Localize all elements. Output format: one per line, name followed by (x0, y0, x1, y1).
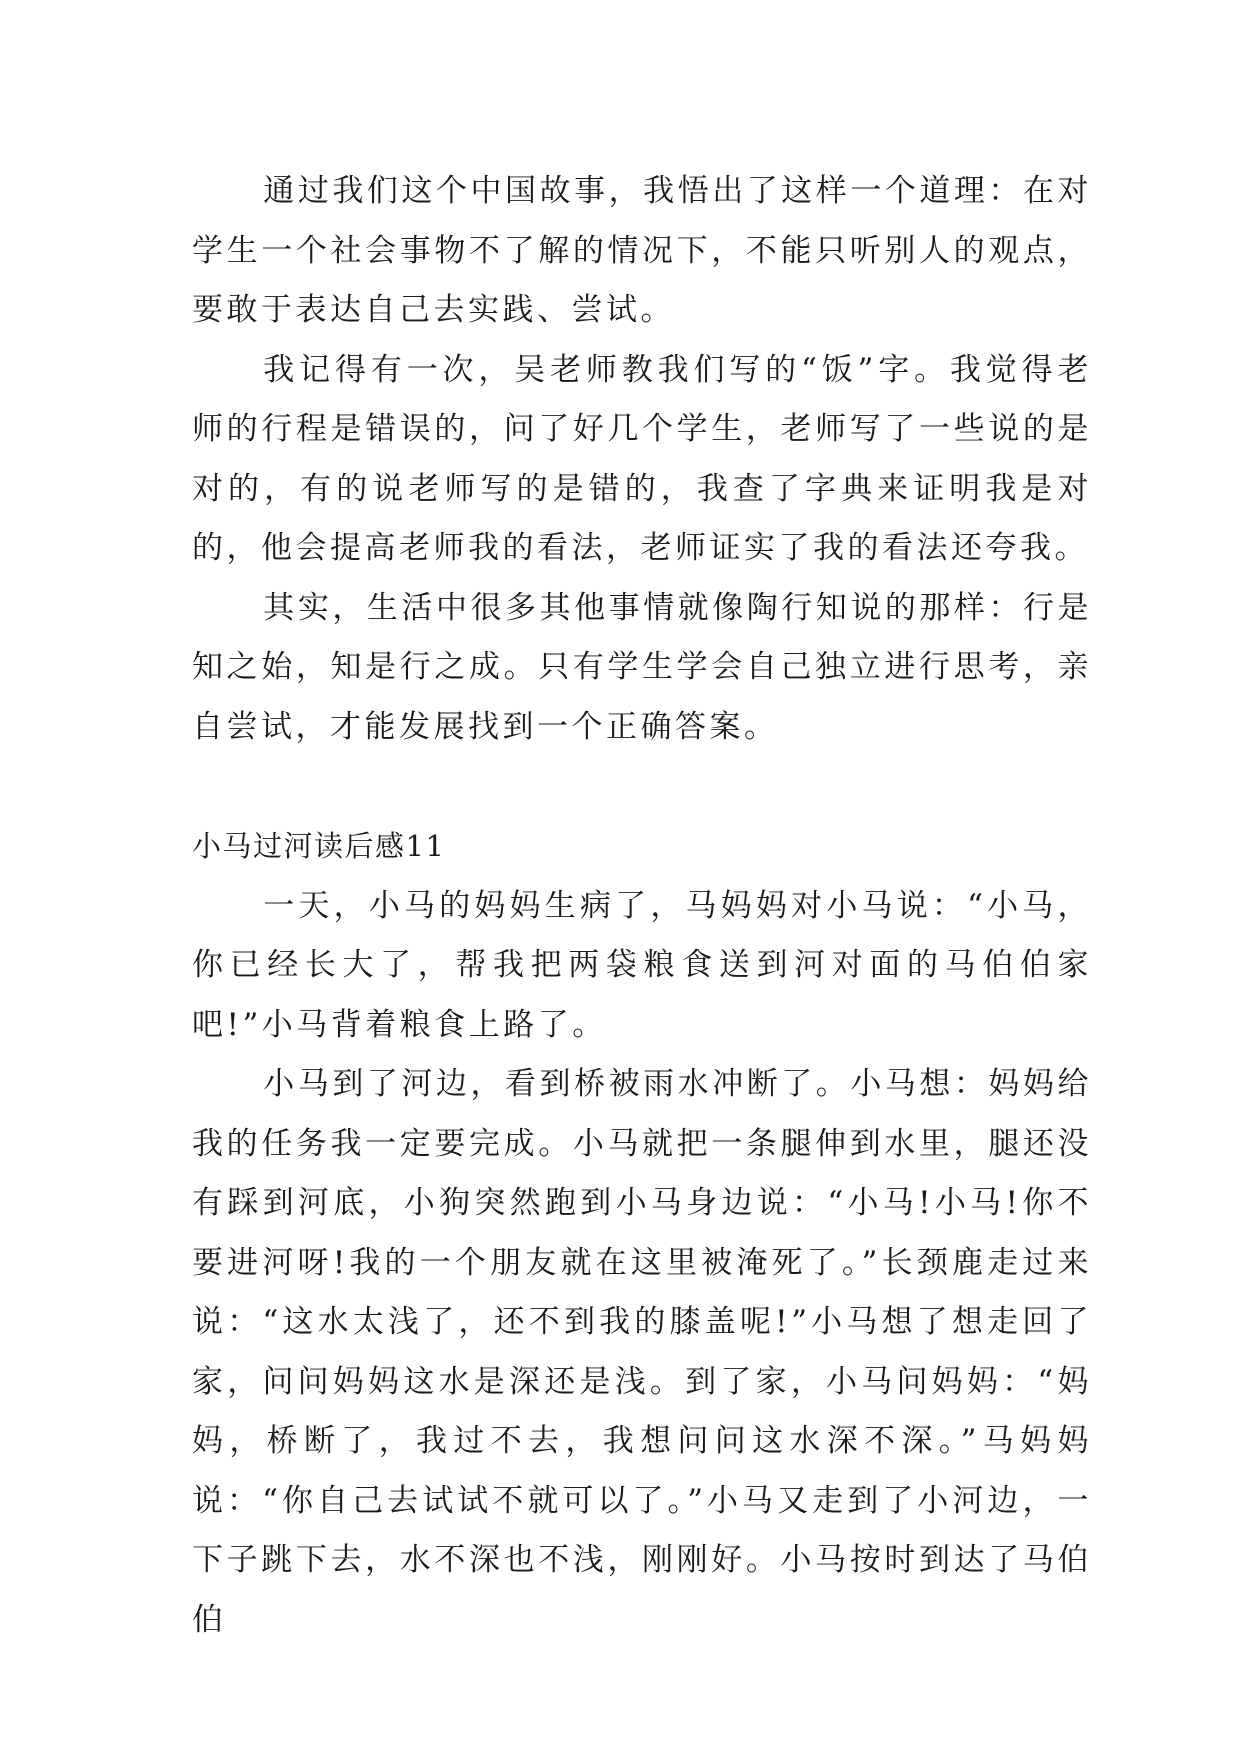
document-body (192, 162, 1092, 1650)
paragraph: 一天，小马的妈妈生病了，马妈妈对小马说：“小马，你已经长大了，帮我把两袋粮食送到河对面的马伯伯家吧!”小马背着粮食上路了。 (192, 887, 1092, 1043)
paragraph: 通过我们这个中国故事，我悟出了这样一个道理：在对学生一个社会事物不了解的情况下，不能只听别人的观点，要敢于表达自己去实践、尝试。 (192, 173, 1092, 328)
paragraph: 我记得有一次，吴老师教我们写的“饭”字。我觉得老师的行程是错误的，问了好几个学生，老师写了一些说的是对的，有的说老师写的是错的，我查了字典来证明我是对的，他会提高老师我的看法，老师证实了我的看法还夸我。 (192, 351, 1092, 566)
paragraph: 小马到了河边，看到桥被雨水冲断了。小马想：妈妈给我的任务我一定要完成。小马就把一条腿伸到水里，腿还没有踩到河底，小狗突然跑到小马身边说：“小马!小马!你不要进河呀!我的一个朋友就在这里被淹死了。”长颈鹿走过来说：“这水太浅了，还不到我的膝盖呢!”小马想了想走回了家，问问妈妈这水是深还是浅。到了家，小马问妈妈：“妈妈，桥断了，我过不去，我想问问这水深不深。”马妈妈说：“你自己去试试不就可以了。”小马又走到了小河边，一下子跳下去，水不深也不浅，刚刚好。小马按时到达了马伯伯 (192, 1066, 1092, 1638)
paragraph: 其实，生活中很多其他事情就像陶行知说的那样：行是知之始，知是行之成。只有学生学会自己独立进行思考，亲自尝试，才能发展找到一个正确答案。 (192, 589, 1092, 745)
section-title: 小马过河读后感11 (192, 829, 446, 863)
section-gap (192, 757, 1092, 817)
